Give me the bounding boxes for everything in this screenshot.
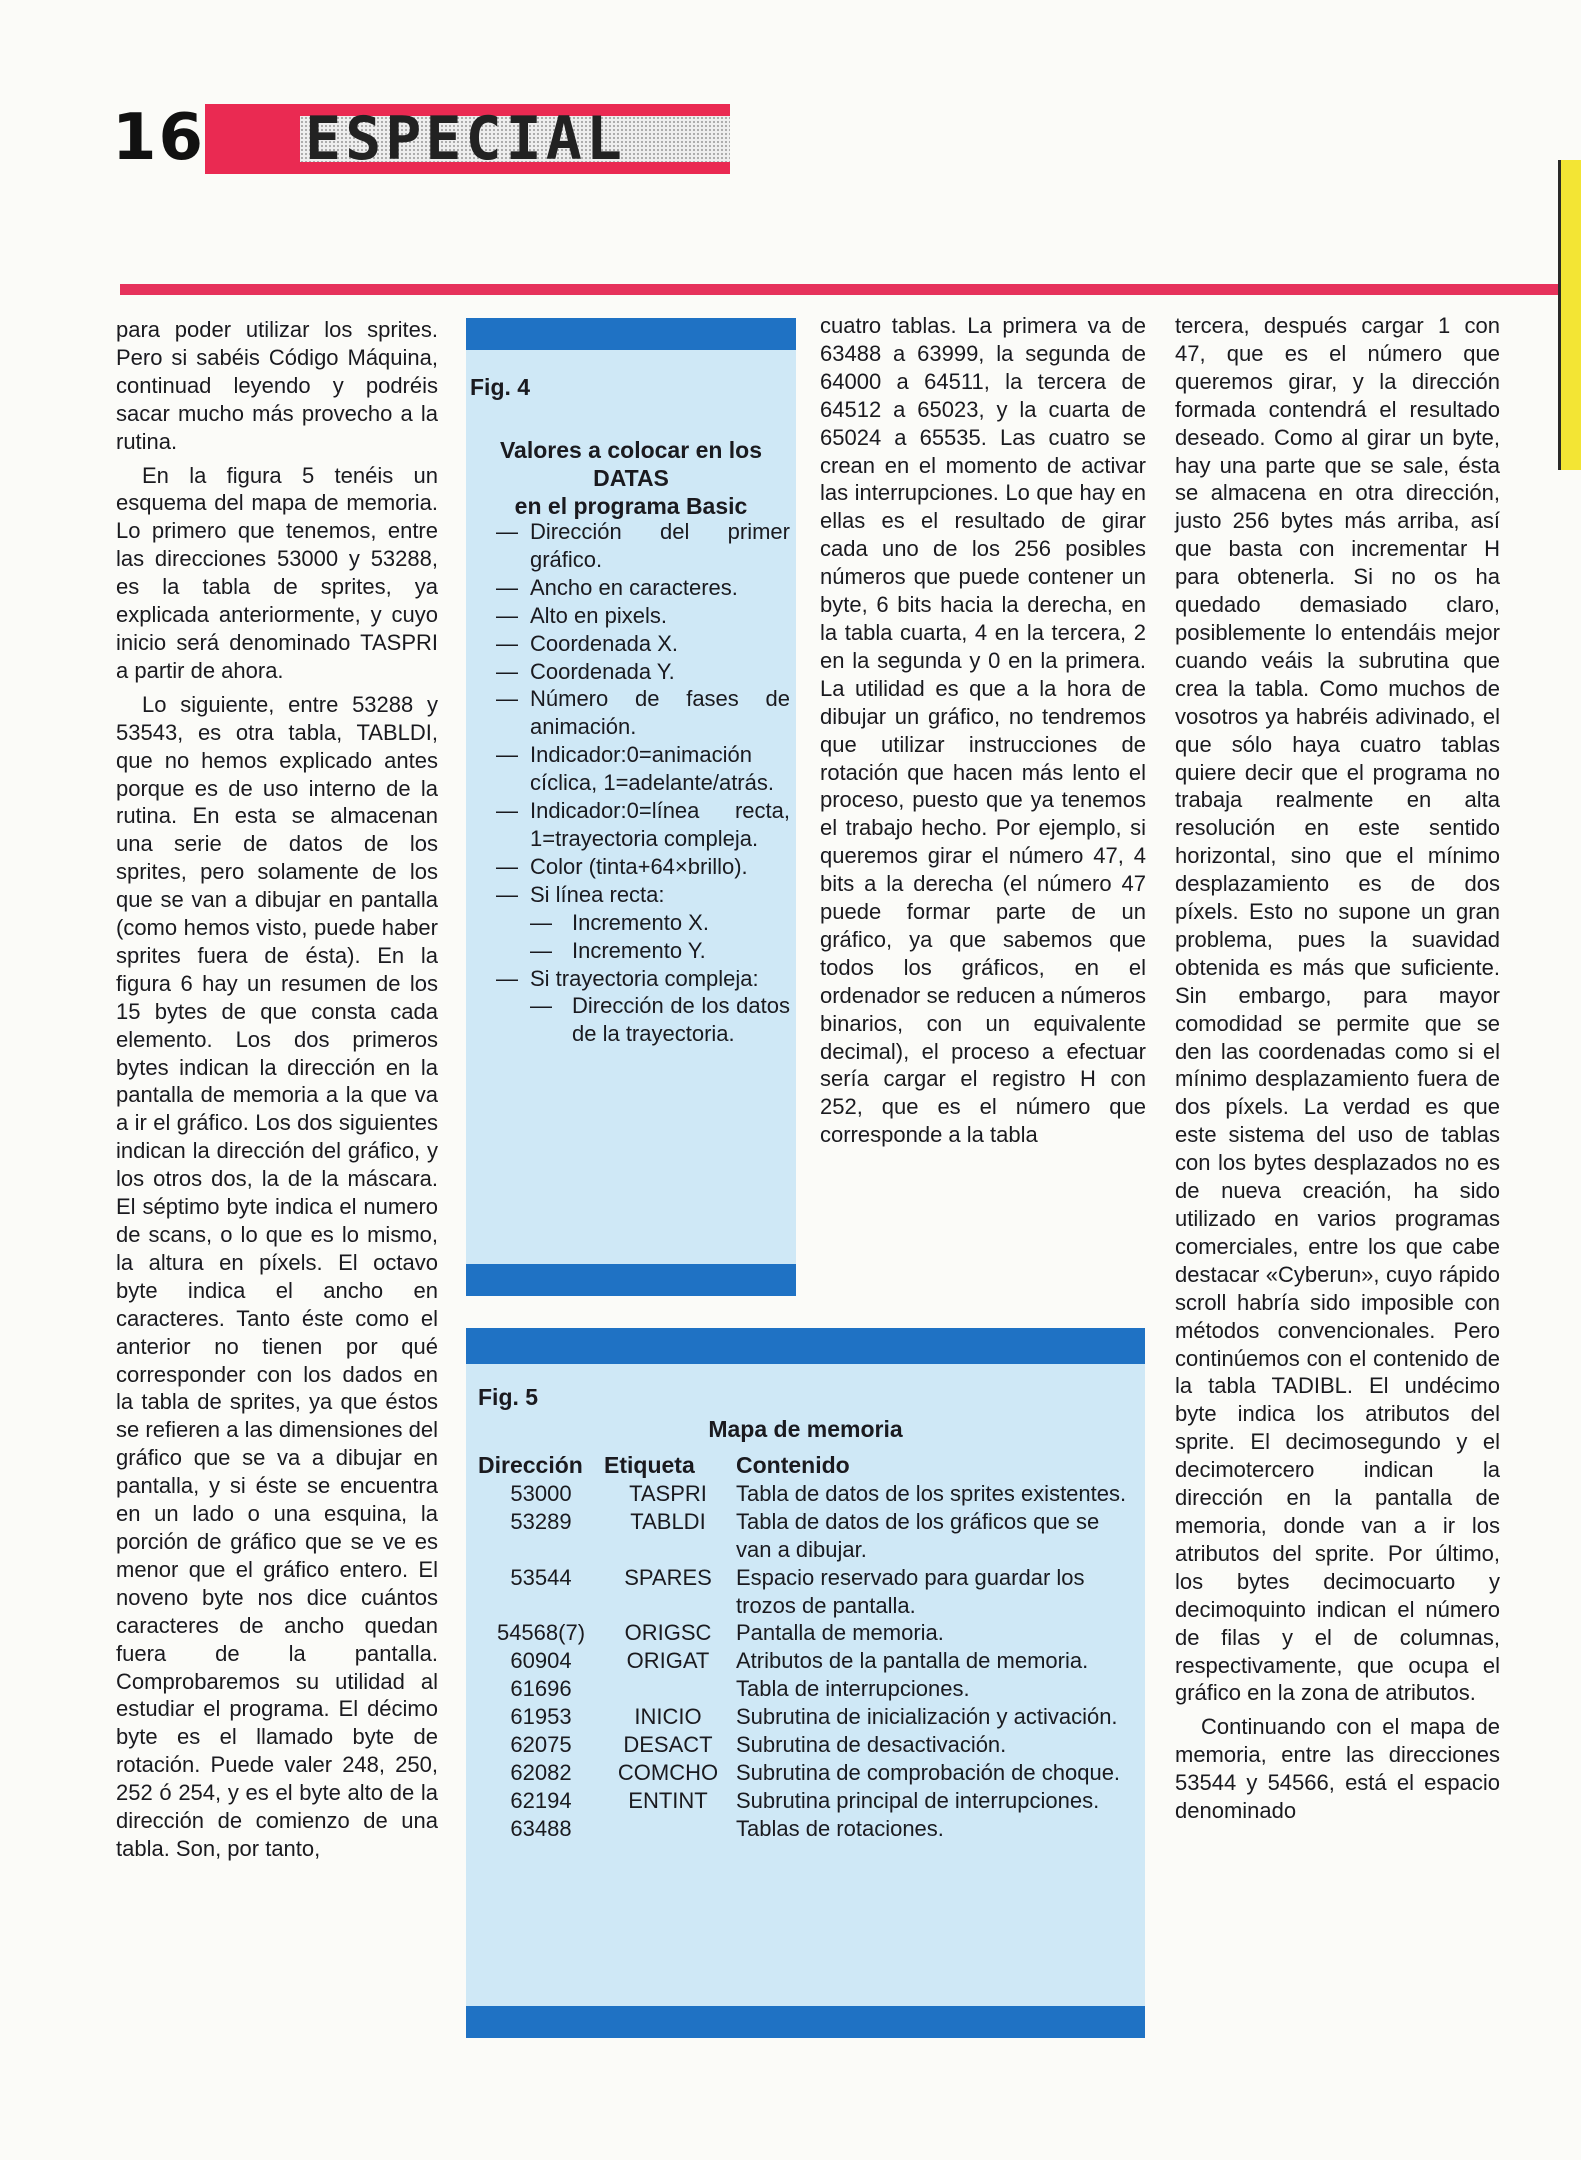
table-row <box>478 1731 1138 1759</box>
content-cell: Atributos de la pantalla de memoria. <box>736 1648 1089 1674</box>
table-row <box>478 1564 1138 1620</box>
label-cell <box>604 1675 732 1703</box>
figure-top-bar <box>466 1328 1145 1364</box>
address-cell: 62082 <box>510 1759 572 1785</box>
content-cell: Pantalla de memoria. <box>736 1620 944 1646</box>
content-cell: Subrutina de inicialización y activación. <box>736 1704 1118 1730</box>
column-header: Dirección <box>478 1452 583 1478</box>
address-cell: 53289 <box>510 1508 572 1534</box>
table-row <box>478 1815 1138 1843</box>
header-rule <box>120 284 1581 295</box>
content-cell: Tabla de interrupciones. <box>736 1676 970 1702</box>
paragraph: tercera, después cargar 1 con 47, que es el número que queremos girar, y la dirección formada contendrá el resultado deseado. Como al girar un byte, hay una parte que se sale, ésta se almacena en otra dirección, justo 256 bytes más arriba, así que basta con incrementar H para obtenerla. Si no os ha quedado demasiado claro, posiblemente lo entendáis mejor cuando veáis la subrutina que crea la tabla. Como muchos de vosotros ya habréis adivinado, el que sólo haya cuatro tablas quiere decir que el programa no trabaja realmente en alta resolución en este sentido horizontal, sino que el mínimo desplazamiento es de dos píxels. Esto no supone un gran problema, pues la suavidad obtenida es más que suficiente. Sin embargo, para mayor comodidad se permite que se den las coordenadas como si el mínimo desplazamiento fuera de dos píxels. La verdad es que este sistema del uso de tablas con los bytes desplazados no es de nueva creación, ha sido utilizado en varios programas comerciales, entre los que cabe destacar «Cyberun», cuyo rápido scroll habría sido imposible con métodos convencionales. Pero continúemos con el contenido de la tabla TADIBL. El undécimo byte indica los atributos del sprite. El decimosegundo y el decimotercero indican la dirección en la pantalla de memoria, donde van a ir los atributos del sprite. Por último, los bytes decimocuarto y decimoquinto indican el número de filas y el de columnas, respectivamente, que ocupa el gráfico en la zona de atributos. <box>1175 313 1500 1706</box>
column-header: Contenido <box>736 1452 850 1478</box>
table-row <box>478 1787 1138 1815</box>
paragraph: Continuando con el mapa de memoria, entre las direcciones 53544 y 54566, está el espacio denominado <box>1175 1714 1500 1824</box>
address-cell: 61953 <box>510 1704 572 1730</box>
paragraph: En la figura 5 tenéis un esquema del mapa de memoria. Lo primero que tenemos, entre las direcciones 53000 y 53288, es la tabla de sprites, ya explicada anteriormente, y cuyo inicio será denominado TASPRI a partir de ahora. <box>116 462 438 683</box>
content-cell: Tablas de rotaciones. <box>736 1815 944 1841</box>
table-row <box>478 1619 1138 1647</box>
paragraph: cuatro tablas. La primera va de 63488 a 63999, la segunda de 64000 a 64511, la tercera de 64512 a 65023, y la cuarta de 65024 a 65535. Las cuatro se crean en el momento de activar las interrupciones. Lo que hay en ellas es el resultado de girar cada uno de los 256 posibles números que puede contener un byte, 6 bits hacia la derecha, en la tabla cuarta, 4 en la tercera, 2 en la segunda y 0 en la primera. La utilidad es que a la hora de dibujar un gráfico, no tendremos que utilizar instrucciones de rotación que hacen más lento el proceso, puesto que ya tenemos el trabajo hecho. Por ejemplo, si queremos girar el número 47, 4 bits a la derecha (el número 47 puede formar parte de un gráfico, ya que sabemos que todos los gráficos, en el ordenador se reducen a números binarios, con un equivalente decimal), el proceso a efectuar sería cargar el registro H con 252, que es el número que corresponde a la tabla <box>820 313 1146 1148</box>
address-cell: 61696 <box>510 1676 572 1702</box>
label-cell: ORIGAT <box>626 1648 710 1674</box>
figure-title-line: Valores a colocar en los DATAS <box>499 437 763 491</box>
list-item: — Si línea recta: — Incremento X. — Incremento Y. <box>496 881 790 965</box>
address-cell: 62194 <box>510 1787 572 1813</box>
list-item: — Ancho en caracteres. <box>496 574 738 600</box>
content-cell: Subrutina principal de interrupciones. <box>736 1787 1100 1813</box>
address-cell: 53544 <box>510 1564 572 1590</box>
label-cell: INICIO <box>634 1704 702 1730</box>
figure-title: Mapa de memoria <box>708 1416 903 1442</box>
list-item: — Número de fases de animación. <box>496 686 790 740</box>
list-item: — Indicador:0=línea recta, 1=trayectoria compleja. <box>496 798 790 851</box>
list-item: — Coordenada Y. <box>496 658 675 684</box>
address-cell: 60904 <box>510 1648 572 1674</box>
sub-list-item: — Dirección de los datos de la trayectoria. <box>530 993 790 1047</box>
content-cell: Tabla de datos de los gráficos que se van a dibujar. <box>736 1508 1100 1562</box>
list-item: — Si trayectoria compleja: — Dirección de los datos de la trayectoria. <box>496 965 790 1047</box>
list-item: — Coordenada X. <box>496 630 678 656</box>
figure-top-bar <box>466 318 796 350</box>
figure-bottom-bar <box>466 2006 1145 2038</box>
table-row <box>478 1480 1138 1508</box>
text-column-3 <box>820 312 1146 1149</box>
address-cell: 62075 <box>510 1732 572 1758</box>
text-column-4 <box>1175 312 1500 1825</box>
margin-tab-decoration <box>1558 160 1581 470</box>
label-cell: SPARES <box>624 1564 712 1590</box>
list-item: — Indicador:0=animación cíclica, 1=adelante/atrás. <box>496 742 774 796</box>
table-header-row <box>478 1452 1138 1480</box>
label-cell: DESACT <box>623 1732 713 1758</box>
list-item: — Color (tinta+64×brillo). <box>496 853 748 879</box>
address-cell: 54568(7) <box>496 1620 586 1646</box>
content-cell: Subrutina de comprobación de choque. <box>736 1759 1121 1785</box>
figure-4-box <box>466 318 796 1296</box>
list-item: — Dirección del primer gráfico. <box>496 519 790 572</box>
figure-title <box>466 436 796 520</box>
content-cell: Espacio reservado para guardar los trozos de pantalla. <box>736 1564 1085 1618</box>
sub-list-item: — Incremento Y. <box>530 937 706 963</box>
memory-map-table <box>478 1452 1138 1843</box>
list-item: — Alto en pixels. <box>496 602 667 628</box>
datas-list <box>496 518 790 1048</box>
table-row <box>478 1703 1138 1731</box>
table-row <box>478 1647 1138 1675</box>
page-number: 16 <box>112 101 206 175</box>
paragraph: Lo siguiente, entre 53288 y 53543, es otra tabla, TABLDI, que no hemos explicado antes porque es de uso interno de la rutina. En esta se almacenan una serie de datos de los sprites, pero solamente de los que se van a dibujar en pantalla (como hemos visto, puede haber sprites fuera de ésta). En la figura 6 hay un resumen de los 15 bytes de que consta cada elemento. Los dos primeros bytes indican la dirección en la pantalla de memoria a la que va a ir el gráfico. Los dos siguientes indican la dirección del gráfico, y los otros dos, la de la máscara. El séptimo byte indica el numero de scans, o lo que es lo mismo, la altura en píxels. El octavo byte indica el ancho en caracteres. Tanto éste como el anterior no tienen por qué corresponder con los dados en la tabla de sprites, ya que éstos se refieren a las dimensiones del gráfico que se va a dibujar en pantalla, y si éste se encuentra en un lado o una esquina, la porción de gráfico que se ve es menor que el gráfico entero. El noveno byte nos dice cuántos caracteres de ancho quedan fuera de la pantalla. Comprobaremos su utilidad al estudiar el programa. El décimo byte es el llamado byte de rotación. Puede valer 248, 250, 252 ó 254, y es el byte alto de la dirección de comienzo de una tabla. Son, por tanto, <box>116 691 438 1861</box>
figure-5-box <box>466 1328 1145 2038</box>
label-cell: COMCHO <box>617 1759 719 1785</box>
sub-list-item: — Incremento X. <box>530 909 709 935</box>
content-cell: Subrutina de desactivación. <box>736 1732 1007 1758</box>
address-cell: 53000 <box>510 1480 572 1506</box>
table-row <box>478 1508 1138 1564</box>
content-cell: Tabla de datos de los sprites existentes. <box>736 1480 1127 1506</box>
section-title: ESPECIAL <box>305 104 626 174</box>
figure-label: Fig. 5 <box>478 1384 539 1410</box>
paragraph: para poder utilizar los sprites. Pero si sabéis Código Máquina, continuad leyendo y podréis sacar mucho más provecho a la rutina. <box>116 317 438 454</box>
label-cell: ORIGSC <box>624 1620 712 1646</box>
table-row <box>478 1675 1138 1703</box>
address-cell: 63488 <box>510 1815 572 1841</box>
section-banner <box>205 104 730 174</box>
label-cell: ENTINT <box>628 1787 708 1813</box>
label-cell: TASPRI <box>629 1480 707 1506</box>
figure-bottom-bar <box>466 1264 796 1296</box>
label-cell <box>604 1815 732 1843</box>
figure-title-line: en el programa Basic <box>514 493 748 519</box>
figure-label: Fig. 4 <box>470 374 531 400</box>
column-header: Etiqueta <box>604 1452 695 1478</box>
table-row <box>478 1759 1138 1787</box>
text-column-1 <box>116 316 438 1863</box>
label-cell: TABLDI <box>630 1508 706 1534</box>
